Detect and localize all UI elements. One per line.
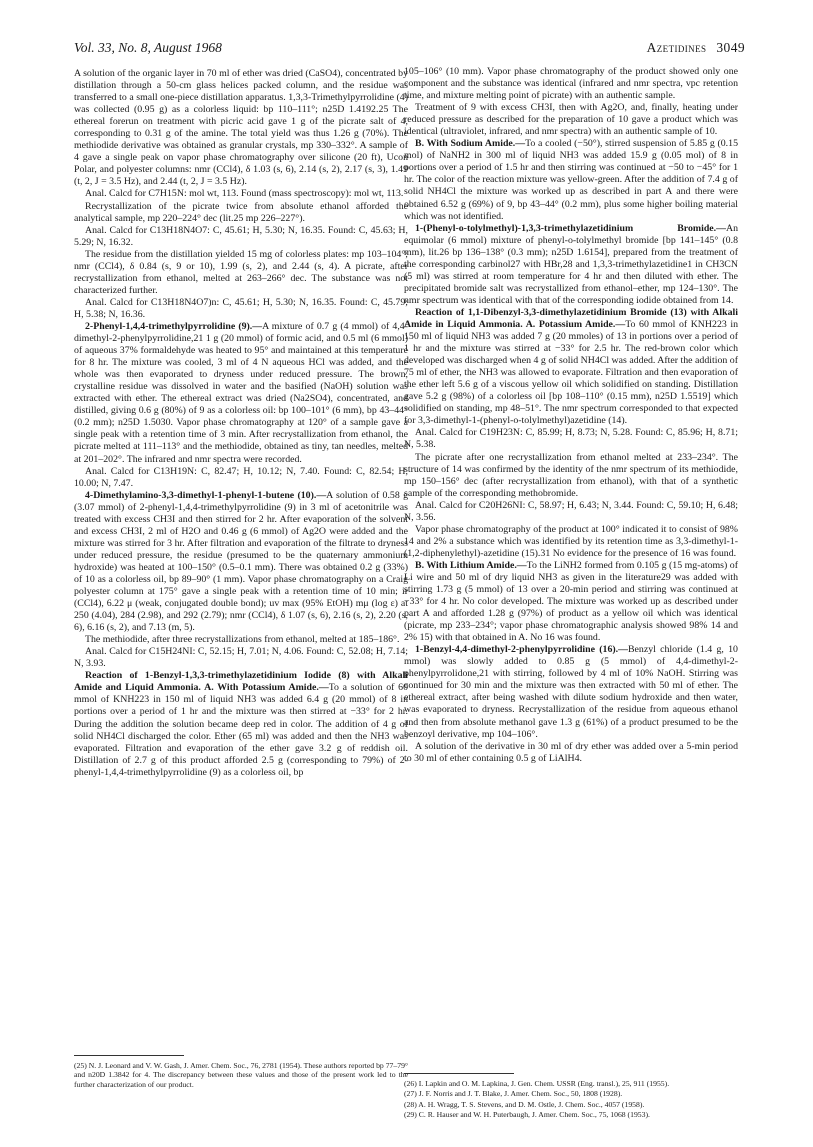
paragraph-text: Anal. Calcd for C13H19N: C, 82.47; H, 10.12; N, 7.40. Found: C, 82.54; H, 10.00; N, 7.47.	[74, 465, 408, 489]
paragraph-text: Anal. Calcd for C13H18N4O7)n: C, 45.61; H, 5.30; N, 16.35. Found: C, 45.79; H, 5.38; N, 16.36.	[74, 296, 408, 320]
footnote-rule	[74, 1055, 184, 1056]
paragraph-text: Anal. Calcd for C20H26NI: C, 58.97; H, 6.43; N, 3.44. Found: C, 59.10; H, 6.48; N, 3.56.	[404, 499, 738, 523]
paragraph	[74, 249, 408, 297]
paragraph-text: Vapor phase chromatography of the product at 100° indicated it to consist of 98% 14 and 2% a substance which was identified by its retention time as 3,3-dimethyl-1-(1,2-diphenylethyl)-azetidine (15).31 No evidence for the presence of 16 was found.	[404, 523, 738, 559]
paragraph	[404, 524, 738, 560]
footnote-rule	[404, 1073, 514, 1074]
paragraph	[74, 634, 408, 646]
paragraph-text: Anal. Calcd for C19H23N: C, 85.99; H, 8.73; N, 5.28. Found: C, 85.96; H, 8.71; N, 5.38.	[404, 427, 738, 451]
paragraph	[404, 223, 738, 307]
footnote: (27) J. F. Norris and J. T. Blake, J. Amer. Chem. Soc., 50, 1808 (1928).	[404, 1089, 623, 1099]
paragraph-heading: 2-Phenyl-1,4,4-trimethylpyrrolidine (9).—	[85, 320, 263, 332]
paragraph-text: Anal. Calcd for C13H18N4O7: C, 45.61; H, 5.30; N, 16.35. Found: C, 45.63; H, 5.29; N, 16.32.	[74, 224, 408, 248]
paragraph-text: 105–106° (10 mm). Vapor phase chromatography of the product showed only one component and the substance was identical (infrared and nmr spectra, vpc retention time, and mixture melting point of picrate) with an authentic sample.	[404, 66, 738, 102]
paragraph	[404, 500, 738, 524]
paragraph	[404, 102, 738, 138]
footnote: (26) I. Lapkin and O. M. Lapkina, J. Gen. Chem. USSR (Eng. transl.), 25, 911 (1955).	[404, 1079, 670, 1088]
paragraph	[74, 201, 408, 225]
paragraph-text: Anal. Calcd for C15H24NI: C, 52.15; H, 7.01; N, 4.06. Found: C, 52.08; H, 7.14; N, 3.93.	[74, 646, 408, 670]
paragraph-text: The residue from the distillation yielded 15 mg of colorless plates: mp 103–104°; nmr (CCl4), δ 0.84 (s, 9 or 10), 1.99 (s, 2), and 2.44 (s, 4). A picrate, after recrystallization from ethanol, melted at 263–266° dec. The substance was not characterized further.	[74, 248, 408, 296]
paragraph-text: To a cooled (−50°), stirred suspension of 5.85 g (0.15 mol) of NaNH2 in 300 ml of liquid NH3 was added 15.9 g (0.05 mol) of 8 in portions over a period of 1.5 hr and then stirring was continued at −50 to −45° for 1 hr. The color of the reaction mixture was yellow-green. After the addition of 7.4 g of solid NH4Cl the mixture was worked up as described in part A and there were obtained 6.52 g (69%) of 9, bp 43–44° (0.2 mm), plus some higher boiling material which was not identified.	[404, 138, 738, 222]
paragraph-text: A solution of the organic layer in 70 ml of ether was dried (CaSO4), concentrated by distillation through a 50-cm glass helices packed column, and the residue was transferred to a small one-piece distillation apparatus. 1,3,3-Trimethylpyrrolidine (4) was collected (0.95 g) as a colorless liquid: bp 110–111°; n25D 1.4192.25 The ethereal forerun on treatment with picric acid gave 1 g of the picrate salt of 4, corresponding to 0.31 g of the amine. The total yield was thus 1.26 g (70%). The methiodide derivative was obtained as granular crystals, mp 330–332°. A sample of 4 gave a single peak on vapor phase chromatography over silicone (20 ft), Ucon Polar, and polyester columns: nmr (CCl4), δ 1.03 (s, 6), 2.14 (s, 2), 2.17 (s, 3), 1.49 (t, 2, J = 3.5 Hz), and 2.44 (t, 2, J = 3.5 Hz).	[74, 68, 408, 188]
paragraph	[404, 644, 738, 740]
paragraph-text: An equimolar (6 mmol) mixture of phenyl-o-tolylmethyl bromide [bp 141–145° (0.8 mm), lit.26 bp 136–138° (0.3 mm); n25D 1.6154], prepared from the treatment of the corresponding carbinol27 with HBr,28 and 1,3,3-trimethylazetidine1 in CH3CN (5 ml) was stirred at room temperature for 4 hr and then diluted with ether. The precipitated bromide salt was recrystallized from ethanol–ether, mp 124–130°. The nmr spectrum was identical with that of the corresponding iodide obtained from 14.	[404, 222, 738, 306]
paragraph-text: A mixture of 0.7 g (4 mmol) of 4,4-dimethyl-2-phenylpyrrolidine,21 1 g (20 mmol) of formic acid, and 0.5 ml (6 mmol) of aqueous 37% formaldehyde was heated to 95° and maintained at this temperature for 8 hr. The mixture was cooled, 3 ml of 4 N aqueous HCl was added, and the whole was then evaporated to dryness under reduced pressure. The brown, crystalline residue was dissolved in water and the basified (NaOH) solution was extracted with ether. The ethereal extract was dried (Na2SO4), concentrated, and distilled, giving 0.6 g (80%) of 9 as a colorless oil: bp 100–101° (6 mm), bp 43–44° (0.2 mm); n25D 1.5030. Vapor phase chromatography at 120° of a sample gave a single peak with a retention time of 3 min. After recrystallization from ethanol, the picrate melted at 111–113° and the methiodide, obtained as tiny, tan needles, melted at 201–202°. The infrared and nmr spectra were recorded.	[74, 320, 408, 465]
paragraph-text: To the LiNH2 formed from 0.105 g (15 mg-atoms) of Li wire and 50 ml of dry liquid NH3 as given in the literature29 was added with stirring 1.73 g (5 mmol) of 13 over a 20-min period and stirring was continued at −33° for 4 hr. No color developed. The mixture was worked up as described under part A and afforded 1.28 g (97%) of product as a yellow oil which was identical (picrate, mp 233–234°; vapor phase chromatographic analysis showed 98% 14 and 2% 15) with that obtained in A. No 16 was found.	[404, 559, 738, 644]
paragraph	[74, 466, 408, 490]
left-column	[74, 68, 408, 779]
paragraph-text: To 60 mmol of KNH223 in 150 ml of liquid NH3 was added 7 g (20 mmoles) of 13 in portions over a period of 1 hr and the mixture was stirred at −33° for 2.5 hr. The red-brown color which developed was discharged when 4 g of solid NH4Cl was added. After the addition of 75 ml of ether, the NH3 was allowed to evaporate. Filtration and then evaporation of the ether left 5.6 g of a viscous yellow oil which solidified on standing. Distillation gave 5.2 g (98%) of a colorless oil [bp 108–110° (0.15 mm), n25D 1.5519] which solidified on standing, mp 48–51°. The nmr spectrum corresponded to that expected for 3,3-dimethyl-1-(phenyl-o-tolylmethyl)azetidine (14).	[404, 318, 738, 427]
paragraph-heading: 1-(Phenyl-o-tolylmethyl)-1,3,3-trimethylazetidinium Bromide.—	[415, 222, 726, 234]
paragraph-text: The methiodide, after three recrystallizations from ethanol, melted at 185–186°.	[85, 634, 400, 646]
paragraph	[404, 307, 738, 427]
paragraph-heading: B. With Lithium Amide.—	[415, 559, 527, 571]
paragraph-text: A solution of the derivative in 30 ml of dry ether was added over a 5-min period to 30 ml of ether containing 0.5 g of LiAlH4.	[404, 740, 738, 764]
paragraph-text: Benzyl chloride (1.4 g, 10 mmol) was slowly added to 0.85 g (5 mmol) of 4,4-dimethyl-2-phenylpyrrolidone,21 with stirring, followed by 4 ml of 10% NaOH. Stirring was continued for 30 min and the mixture was then extracted with 50 ml of ether. The ethereal extract, after being washed with dilute sodium hydroxide and then water, was evaporated to dryness. Recrystallization of the residue from aqueous ethanol and then from absolute methanol gave 1.3 g (61%) of a product presumed to be the benzoyl derivative, mp 104–106°.	[404, 644, 738, 740]
paragraph-text: A solution of 0.58 g (3.07 mmol) of 2-phenyl-1,4,4-trimethylpyrrolidine (9) in 3 ml of acetonitrile was treated with excess CH3I and then stirred for 2 hr. After evaporation of the solvent and excess CH3I, 2 ml of H2O and 0.46 g (6 mmol) of Ag2O were added and the mixture was stirred for 3 hr. After filtration and evaporation of the filtrate to dryness under reduced pressure, the residue (presumed to be the quaternary ammonium hydroxide) was heated at 100–150° (0.5–0.1 mm). There was obtained 0.2 g (33%) of 10 as a colorless oil, bp 89–90° (1 mm). Vapor phase chromatography on a Craig polyester column at 175° gave a single peak with a retention time of 10 min; ir (CCl4), 6.22 μ (weak, conjugated double bond); uv max (95% EtOH) mμ (log ε) at 250 (4.04), 284 (2.98), and 292 (2.79); nmr (CCl4), δ 1.07 (s, 6), 2.16 (s, 2), 2.20 (s, 6), 6.16 (s, 2), and 7.13 (m, 5).	[74, 489, 408, 634]
paragraph-heading: 1-Benzyl-4,4-dimethyl-2-phenylpyrrolidine (16).—	[415, 644, 628, 656]
footnotes-left	[74, 1061, 408, 1090]
paragraph-text: Treatment of 9 with excess CH3I, then with Ag2O, and, finally, heating under reduced pressure as described for the preparation of 10 gave a product which was identical (ultraviolet, infrared, and nmr spectra) with an authentic sample of 10.	[404, 102, 738, 138]
running-header-volume: Vol. 33, No. 8, August 1968	[74, 40, 222, 55]
paragraph	[74, 646, 408, 670]
paragraph	[74, 670, 408, 778]
right-column	[404, 66, 738, 765]
paragraph-text: Recrystallization of the picrate twice from absolute ethanol afforded the analytical sample, mp 220–224° dec (lit.25 mp 226–227°).	[74, 200, 408, 224]
paragraph-heading: B. With Sodium Amide.—	[415, 138, 526, 150]
paragraph	[74, 225, 408, 249]
page-number: 3049	[716, 40, 745, 55]
paragraph	[404, 741, 738, 765]
paragraph	[404, 427, 738, 451]
paragraph	[74, 188, 408, 200]
paragraph-heading: Reaction of 1-Benzyl-1,3,3-trimethylazetidinium Iodide (8) with Alkali Amide and Liquid Ammonia. A. With Potassium Amide.—	[74, 670, 408, 694]
paragraph	[404, 138, 738, 222]
paragraph-heading: Reaction of 1,1-Dibenzyl-3,3-dimethylazetidinium Bromide (13) with Alkali Amide in Liquid Ammonia. A. Potassium Amide.—	[404, 306, 738, 330]
paragraph-heading: 4-Dimethylamino-3,3-dimethyl-1-phenyl-1-butene (10).—	[85, 489, 327, 501]
running-header-section	[647, 40, 745, 56]
paragraph	[404, 66, 738, 102]
footnote: (29) C. R. Hauser and W. H. Puterbaugh, J. Amer. Chem. Soc., 75, 1068 (1953).	[404, 1109, 650, 1119]
paragraph-text: To a solution of 60 mmol of KNH223 in 150 ml of liquid NH3 was added 6.4 g (20 mmol) of 8 in portions over a period of 1 hr and the mixture was then stirred at −33° for 2 hr. During the addition the solution became deep red in color. The addition of 4 g of solid NH4Cl discharged the color. Ether (65 ml) was added and then the NH3 was evaporated. Filtration and evaporation of the ether gave 3.2 g of reddish oil. Distillation of 2.7 g of this product afforded 2.5 g (corresponding to 79%) of 2-phenyl-1,4,4-trimethylpyrrolidine (9) as a colorless oil, bp	[74, 682, 408, 778]
paragraph-text: Anal. Calcd for C7H15N: mol wt, 113. Found (mass spectroscopy): mol wt, 113.	[85, 188, 404, 200]
paragraph	[74, 297, 408, 321]
paragraph	[404, 452, 738, 500]
section-name: Azetidines	[646, 40, 707, 55]
paragraph	[74, 321, 408, 466]
footnote: (25) N. J. Leonard and V. W. Gash, J. Amer. Chem. Soc., 76, 2781 (1954). These authors reported bp 77–79° and n20D 1.3842 for 4. The discrepancy between these values and those of the present work led to the further characterization of our product.	[74, 1061, 408, 1089]
paragraph	[74, 68, 408, 188]
footnotes-right	[404, 1079, 738, 1120]
footnote: (28) A. H. Wragg, T. S. Stevens, and D. M. Ostle, J. Chem. Soc., 4057 (1958).	[404, 1099, 645, 1109]
paragraph-text: The picrate after one recrystallization from ethanol melted at 233–234°. The structure of 14 was confirmed by the identity of the nmr spectrum of its methiodide, mp 150–156° dec (after recrystallization from ethanol), with that of a synthetic sample of the corresponding methobromide.	[404, 451, 738, 499]
paragraph	[404, 560, 738, 644]
paragraph	[74, 490, 408, 635]
